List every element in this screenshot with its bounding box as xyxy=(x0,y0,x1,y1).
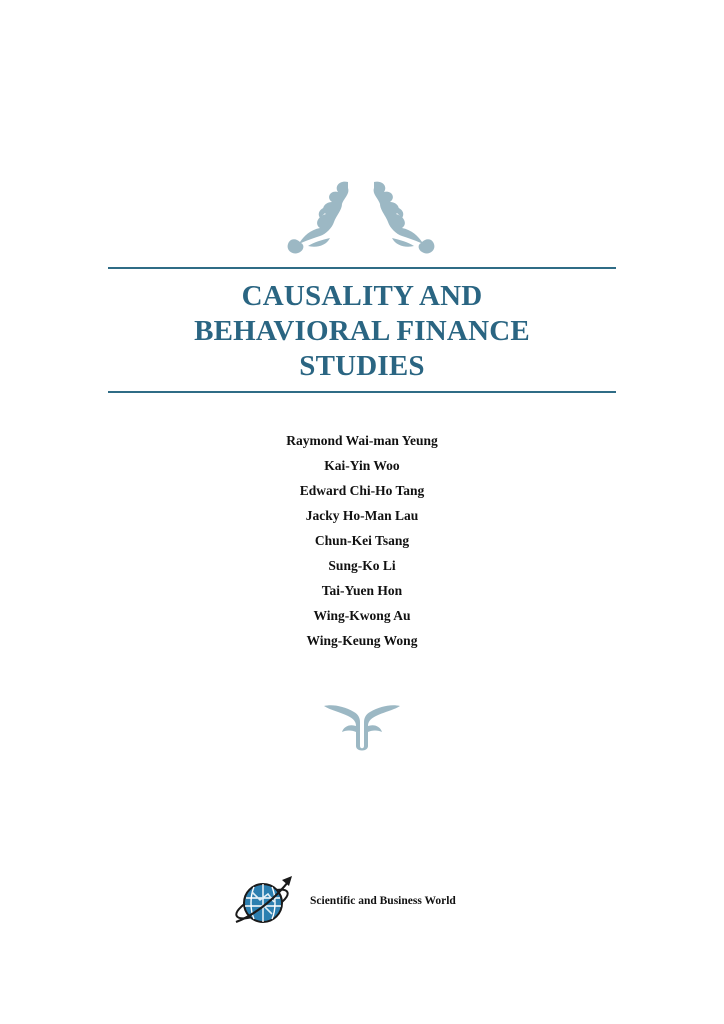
top-divider-line xyxy=(108,267,616,269)
top-ornament-icon xyxy=(286,176,436,256)
author-name: Tai-Yuen Hon xyxy=(321,583,403,598)
bottom-divider-line xyxy=(108,391,616,393)
author-name: Chun-Kei Tsang xyxy=(314,533,410,548)
author-name: Wing-Keung Wong xyxy=(306,633,418,648)
author-name: Edward Chi-Ho Tang xyxy=(299,483,425,498)
title-line-3: STUDIES xyxy=(299,350,425,382)
globe-logo-icon xyxy=(232,872,296,932)
bottom-ornament-icon xyxy=(322,702,402,752)
author-name: Sung-Ko Li xyxy=(328,558,396,573)
title-line-1: CAUSALITY AND xyxy=(241,280,483,312)
book-title xyxy=(108,279,616,384)
author-name: Kai-Yin Woo xyxy=(324,458,400,473)
publisher-block xyxy=(232,872,492,932)
author-name: Raymond Wai-man Yeung xyxy=(286,433,438,448)
author-list xyxy=(200,428,524,653)
publisher-name: Scientific and Business World xyxy=(310,895,456,907)
author-name: Jacky Ho-Man Lau xyxy=(305,508,419,523)
author-name: Wing-Kwong Au xyxy=(313,608,411,623)
title-line-2: BEHAVIORAL FINANCE xyxy=(194,315,530,347)
